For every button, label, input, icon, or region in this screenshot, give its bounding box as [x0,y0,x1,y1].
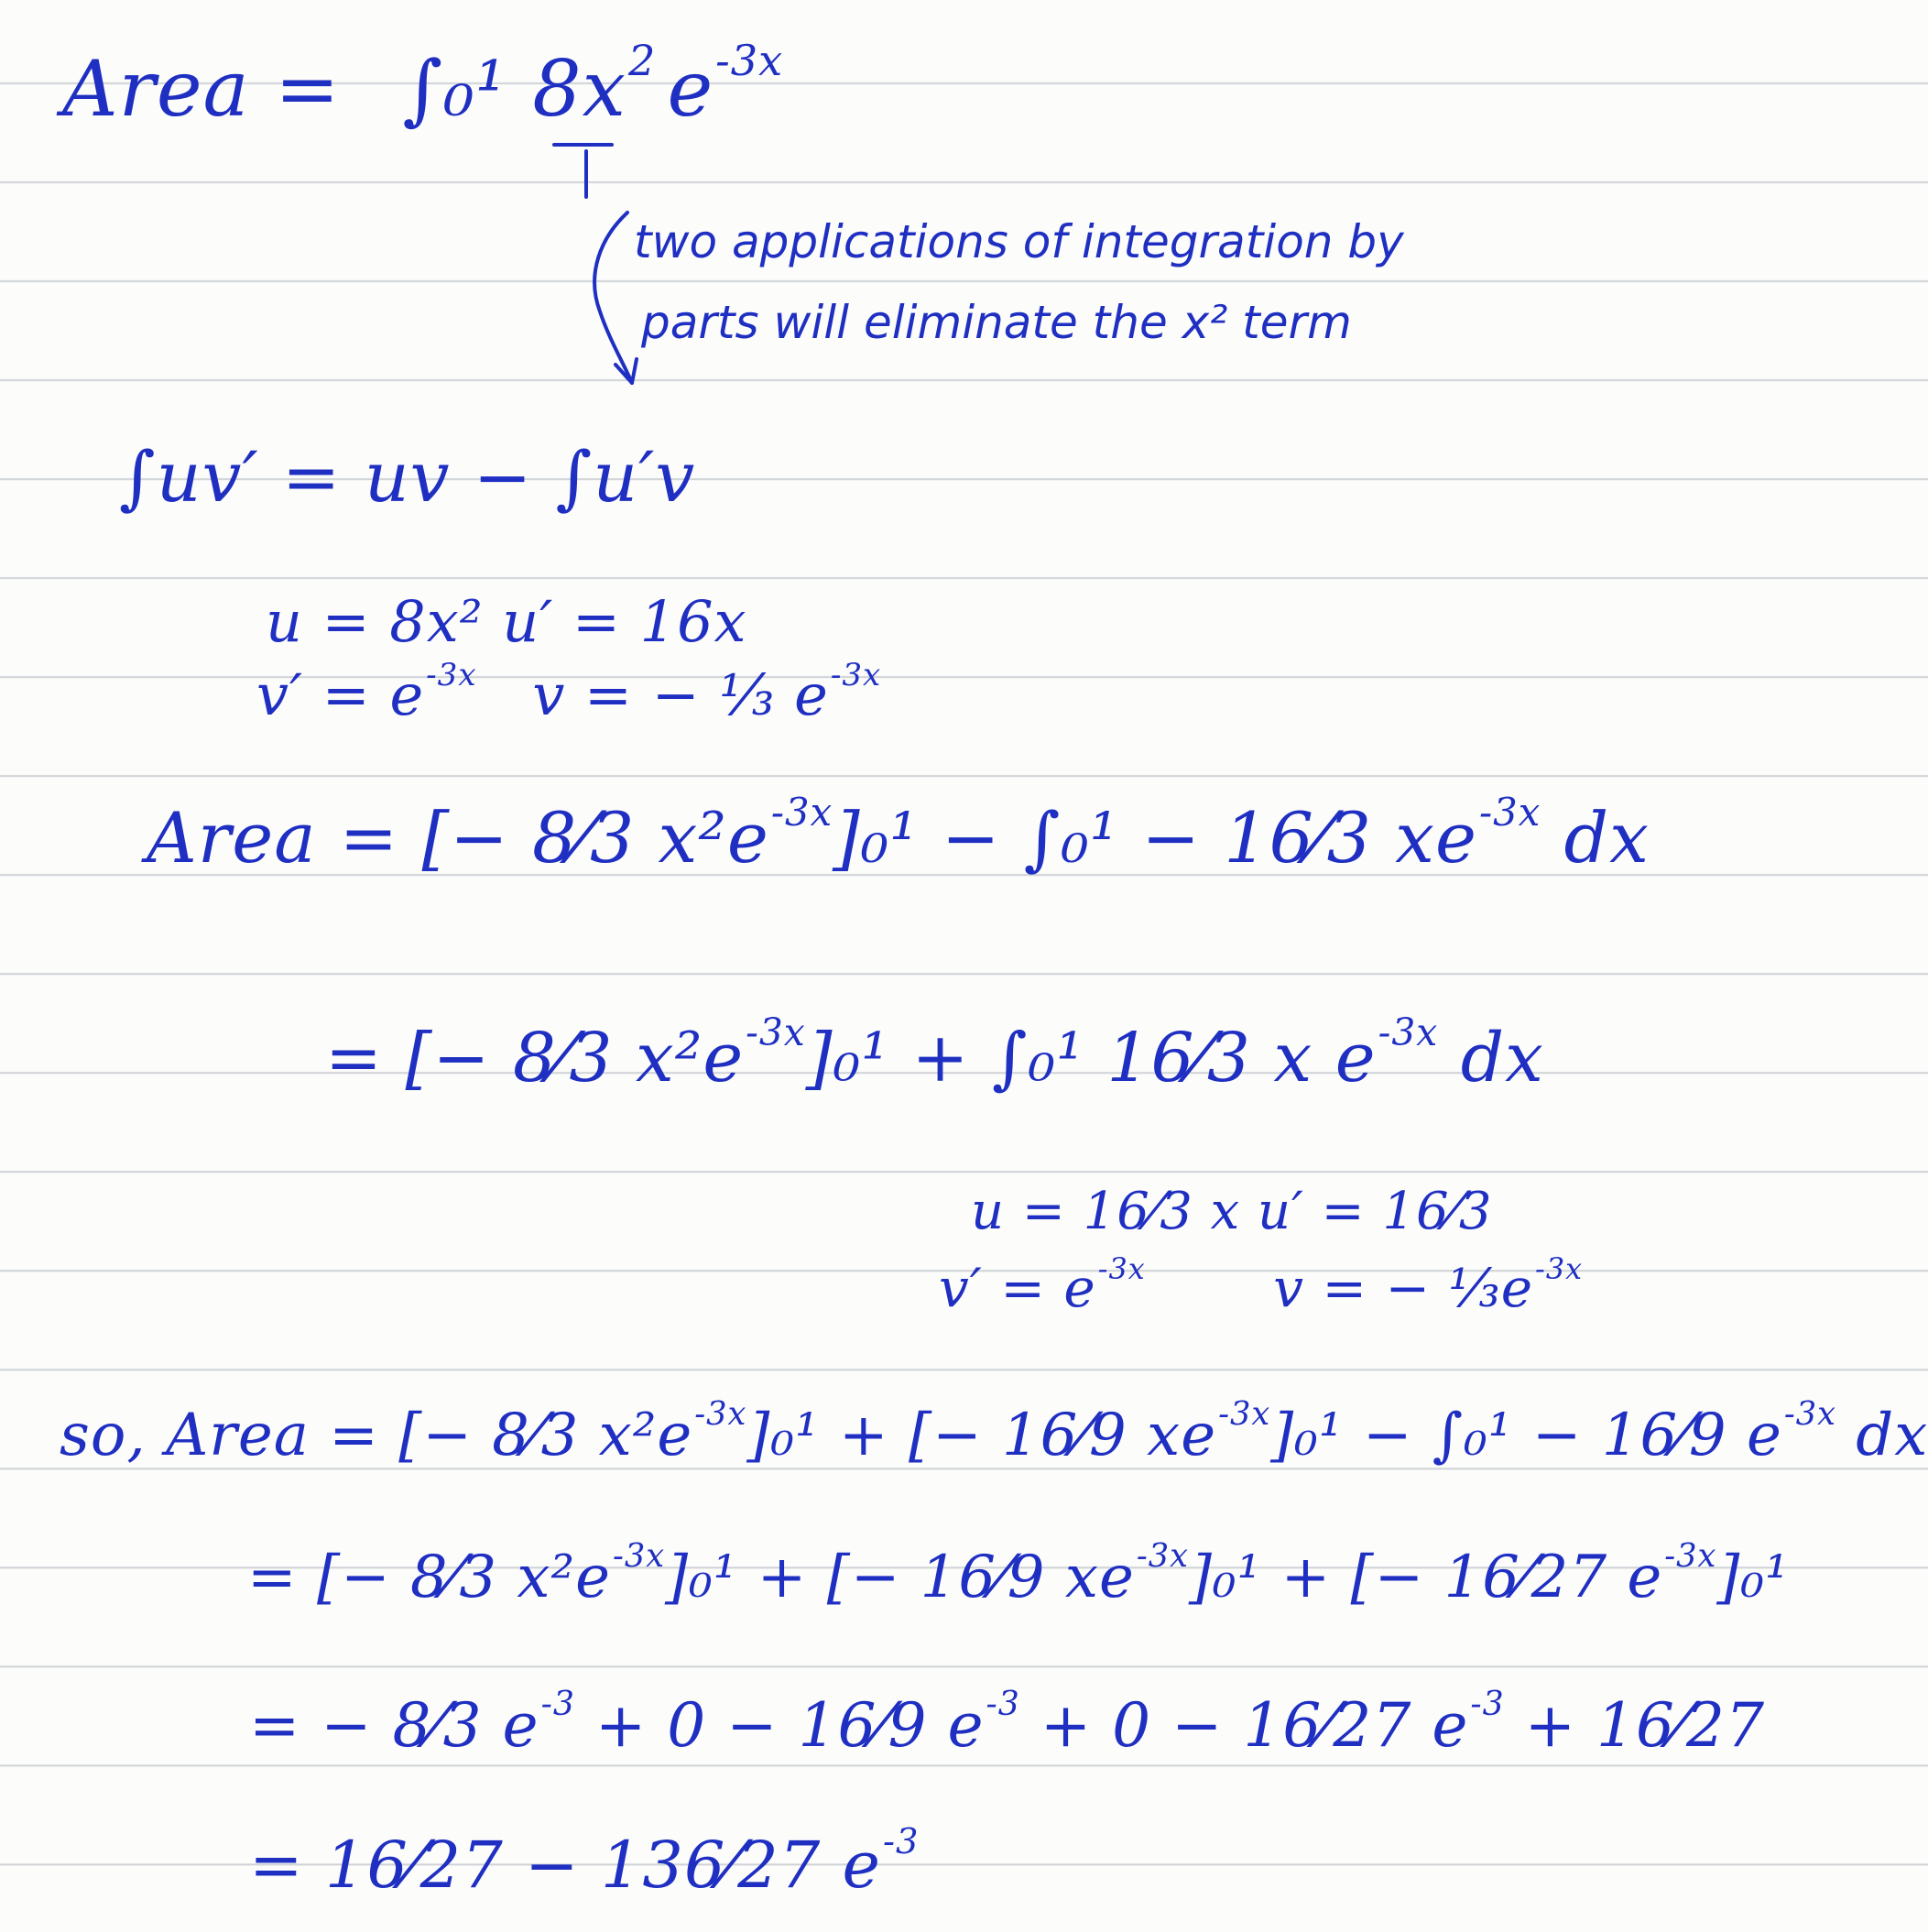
line-4-exp-3: -3x [1783,1394,1836,1433]
line-6-exp-2: -3 [986,1683,1020,1723]
substitution-1-row-2 [256,656,882,728]
area-line-2 [147,790,1650,879]
annotation-line-1: two applications of integration by [634,215,1404,268]
v-def-2: v = − ⅓e [1273,1257,1534,1319]
v-prime-exponent-2: -3x [1097,1250,1146,1286]
substitution-1-row-1: u = 8x² u′ = 16x [266,588,747,655]
line-4-part-3: ]₀¹ − ∫₀¹ − 16⁄9 e [1270,1402,1782,1469]
equation-line-5 [247,1536,1790,1611]
v-prime-exponent: -3x [426,656,477,693]
line-3-dx: dx [1438,1019,1544,1097]
line-5-part-3: ]₀¹ + [− 16⁄27 e [1188,1544,1663,1611]
line-4-dx: dx [1835,1402,1928,1469]
line-3-exp-2: -3x [1378,1010,1439,1055]
exponent-3x: -3x [715,36,784,86]
line-6-tail: + 16⁄27 [1504,1690,1766,1761]
area-label: Area = [62,44,341,134]
area-line-2-part-1: Area = [− 8⁄3 x²e [147,797,769,879]
line-4-exp-1: -3x [694,1394,747,1433]
area-line-2-exp-1: -3x [770,790,833,835]
final-result-line [249,1821,920,1903]
line-3-exp-1: -3x [746,1010,806,1055]
equation-line-6 [249,1683,1766,1761]
v-prime-def-2: v′ = e [939,1257,1096,1319]
line-4-exp-2: -3x [1218,1394,1271,1433]
line-5-bracket: ]₀¹ [1716,1544,1790,1611]
v-exponent-2: -3x [1535,1250,1584,1286]
line-6-part-3: + 0 − 16⁄27 e [1019,1690,1469,1761]
area-line-2-exp-2: -3x [1479,790,1541,835]
line-6-exp-3: -3 [1470,1683,1505,1723]
v-exponent: -3x [830,656,882,693]
annotation-line-2: parts will eliminate the x² term [641,296,1352,349]
line-4-part-2: ]₀¹ + [− 16⁄9 xe [746,1402,1217,1469]
e-symbol: e [667,44,714,134]
equation-line-4 [60,1394,1928,1469]
area-line-2-dx: dx [1541,797,1650,879]
substitution-2-row-1: u = 16⁄3 x u′ = 16⁄3 [971,1182,1493,1241]
line-5-part-2: ]₀¹ + [− 16⁄9 xe [665,1544,1135,1611]
substitution-2-row-2 [939,1250,1584,1319]
equation-line-3 [325,1010,1544,1097]
integration-by-parts-formula: ∫uv′ = uv − ∫u′v [119,436,696,518]
line-6-exp-1: -3 [540,1683,575,1723]
exponent-2: 2 [628,36,657,86]
line-3-part-2: ]₀¹ + ∫₀¹ 16⁄3 x e [805,1019,1377,1097]
v-prime-def: v′ = e [256,661,425,728]
v-def: v = − ⅓ e [532,661,829,728]
line-5-exp-3: -3x [1664,1536,1717,1575]
line-4-part-1: so, Area = [− 8⁄3 x²e [60,1402,693,1469]
final-result-exponent: -3 [882,1821,920,1863]
line-5-part-1: = [− 8⁄3 x²e [247,1544,611,1611]
final-result: = 16⁄27 − 136⁄27 e [249,1828,881,1903]
line-6-part-2: + 0 − 16⁄9 e [574,1690,985,1761]
integral-expression: ∫₀¹ 8x [402,44,627,134]
line-3-part-1: = [− 8⁄3 x²e [325,1019,745,1097]
line-5-exp-1: -3x [613,1536,666,1575]
line-6-part-1: = − 8⁄3 e [249,1690,539,1761]
area-line-2-part-2: ]₀¹ − ∫₀¹ − 16⁄3 xe [833,797,1478,879]
line-5-exp-2: -3x [1136,1536,1189,1575]
